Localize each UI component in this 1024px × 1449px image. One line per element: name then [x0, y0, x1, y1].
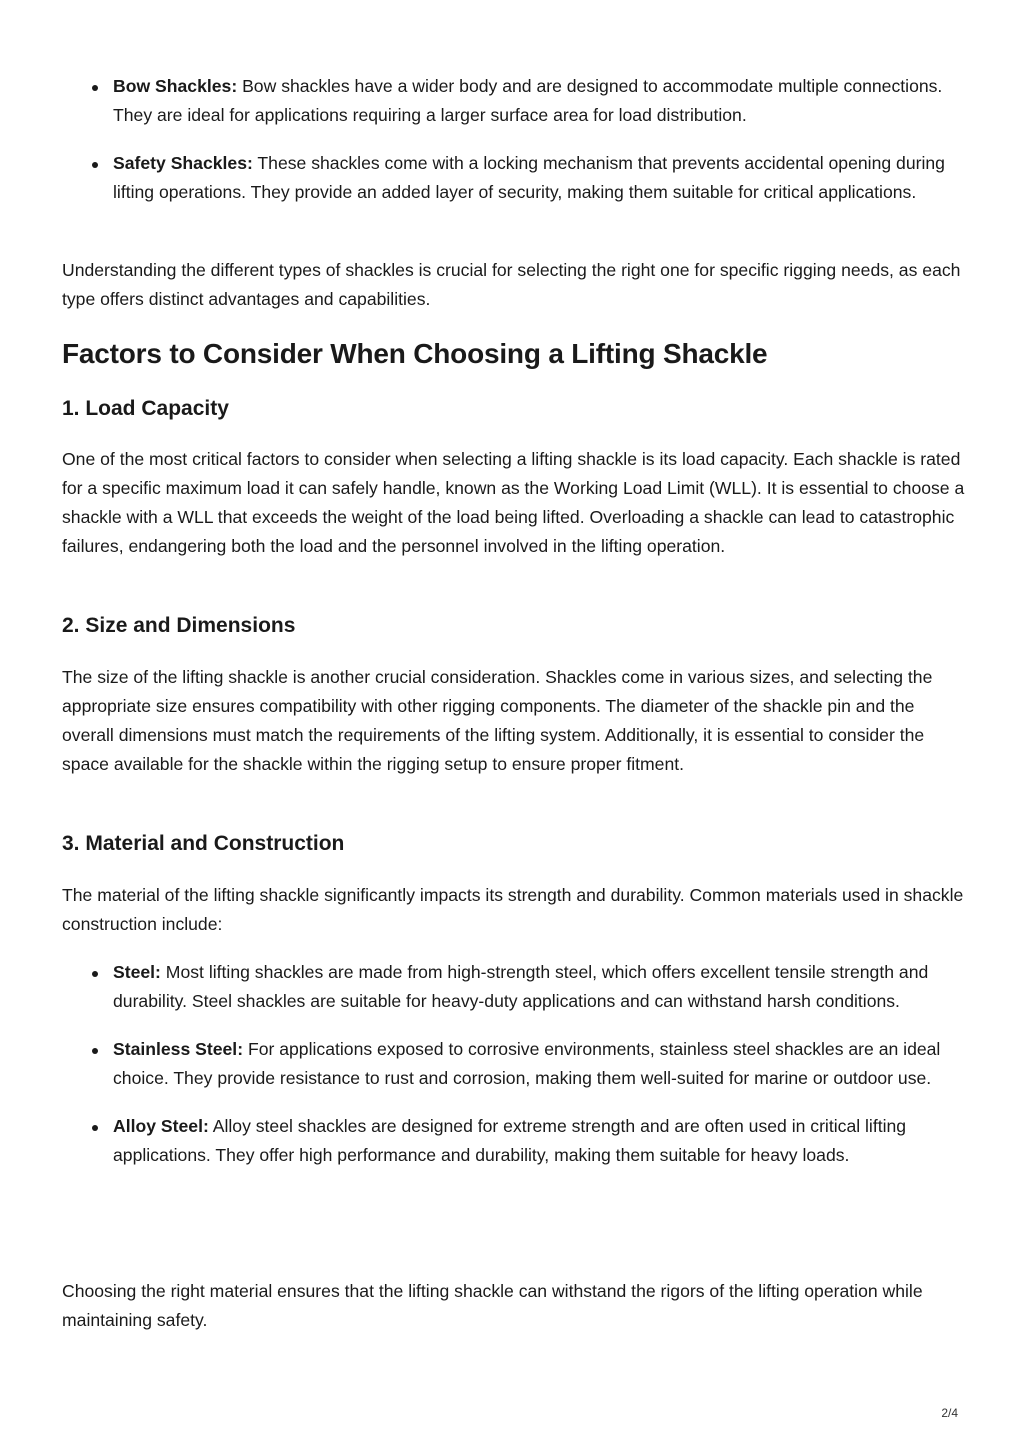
- page-number: 2/4: [941, 1406, 958, 1420]
- list-item-term: Alloy Steel:: [113, 1116, 209, 1136]
- list-item-text: Most lifting shackles are made from high-strength steel, which offers excellent tensile strength and durability. Steel shackles are suitable for heavy-duty applications and can withstand harsh conditions.: [113, 962, 929, 1011]
- load-capacity-paragraph: One of the most critical factors to consider when selecting a lifting shackle is its load capacity. Each shackle is rated for a specific maximum load it can safely handle, known as the Working Load Limit (WLL). It is essential to choose a shackle with a WLL that exceeds the weight of the load being lifted. Overloading a shackle can lead to catastrophic failures, endangering both the load and the personnel involved in the lifting operation.: [62, 449, 965, 556]
- list-item-steel: [62, 958, 966, 1016]
- material-closing: Choosing the right material ensures that the lifting shackle can withstand the rigors of the lifting operation while maintaining safety.: [62, 1281, 923, 1330]
- material-heading: 3. Material and Construction: [62, 832, 345, 855]
- list-item-safety-shackles: [62, 149, 966, 207]
- shackle-types-list: [62, 72, 966, 207]
- list-item-text: Bow shackles have a wider body and are designed to accommodate multiple connections. They are ideal for applications requiring a larger surface area for load distribution.: [113, 76, 943, 125]
- size-dimensions-heading: 2. Size and Dimensions: [62, 614, 296, 637]
- list-item-term: Safety Shackles:: [113, 153, 253, 173]
- list-item-term: Stainless Steel:: [113, 1039, 244, 1059]
- list-item-alloy-steel: [62, 1112, 966, 1170]
- load-capacity-heading: 1. Load Capacity: [62, 397, 229, 420]
- list-item-term: Bow Shackles:: [113, 76, 238, 96]
- list-item-stainless-steel: [62, 1035, 966, 1093]
- section-heading: Factors to Consider When Choosing a Lifting Shackle: [62, 338, 768, 369]
- intro-summary: Understanding the different types of shackles is crucial for selecting the right one for specific rigging needs, as each type offers distinct advantages and capabilities.: [62, 260, 961, 309]
- list-item-text: For applications exposed to corrosive environments, stainless steel shackles are an ideal choice. They provide resistance to rust and corrosion, making them well-suited for marine or outdoor use.: [113, 1039, 941, 1088]
- list-item-term: Steel:: [113, 962, 161, 982]
- materials-list: [62, 958, 966, 1170]
- list-item-bow-shackles: [62, 72, 966, 130]
- list-item-text: These shackles come with a locking mechanism that prevents accidental opening during lifting operations. They provide an added layer of security, making them suitable for critical applications.: [113, 153, 945, 202]
- material-paragraph: The material of the lifting shackle significantly impacts its strength and durability. Common materials used in shackle construction include:: [62, 885, 964, 934]
- size-dimensions-paragraph: The size of the lifting shackle is another crucial consideration. Shackles come in various sizes, and selecting the appropriate size ensures compatibility with other rigging components. The diameter of the shackle pin and the overall dimensions must match the requirements of the lifting system. Additionally, it is essential to consider the space available for the shackle within the rigging setup to ensure proper fitment.: [62, 667, 933, 774]
- list-item-text: Alloy steel shackles are designed for extreme strength and are often used in critical lifting applications. They offer high performance and durability, making them suitable for heavy loads.: [113, 1116, 907, 1165]
